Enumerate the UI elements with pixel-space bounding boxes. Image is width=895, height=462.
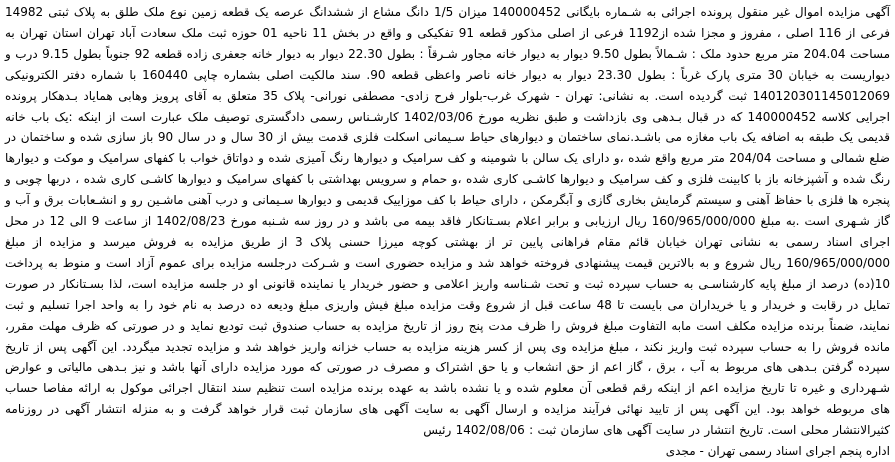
notice-signature: اداره پنجم اجرای اسناد رسمی تهران - مجدی [665,444,890,459]
notice-body-text: آگهی مزایده اموال غیر منقول پرونده اجرائی به شـماره بایگانی 140000452 میزان 1/5 دانگ مشاع از ششدانگ عرصه یک قطعه زمین نوع ملک طلق به پلاک ثبتی 14982 فرعی از 116 اصلی ، مفروز و مجزا شده از1192 فرعی از اصلی مذکور قطعه 91 تفکیکی و واقع در بخش 11 ناحیه 01 حوزه ثبت ملک سعادت آباد تهران استان تهران به مساحت 204.04 متر مربع حدود ملک : شـمالاً بطول 9.50 دیوار به دیوار خانه مجاور شـرقاً : بطول 22.30 دیوار به دیوار خانه جعفری زاده قطعه 92 جنوباً بطول 9.15 درب و دیواریست به خیابان 30 متری پارک غرباً : بطول 23.30 دیوار به دیوار خانه ناصر واعظی قطعه 90. سند مالکیت اصلی بشماره چاپی 160440 با شماره دفتر الکترونیکی 140120301145012069 ثبت گردیده است. به نشانی: تهران - شهرک غرب-بلوار فرح زادی- مصطفی نورانی- پلاک 35 متعلق به آقای پرویز وهابی همایاد بـدهکار پرونده اجرایی کلاسه 140000452 که در قبال بـدهی وی بازداشت و طبق نظریه مورخ 1402/03/06 کارشـناس رسمی دادگستری توصیف ملک عبارت است از اینکه :یک باب خانه قدیمی یک طبقه به اضافه یک باب مغازه می باشـد.نمای ساختمان و دیوارهای حیاط سـیمانی اسکلت فلزی قدمت بیش از 30 سال و در سال 90 باز سازی شده و ساختمان در ضلع شمالی و مساحت 204/04 متر مربع واقع شده ،و دارای یک سالن با شومینه و کف سرامیک و دیوارها رنگ آمیزی شده و دواتاق خواب با کفهای سرامیک و موکت و دیوارها رنگ شده و آشپزخانه باز با کابینت فلزی و کف سرامیک و دیوارها کاشـی کاری شده ،و حمام و سرویس بهداشتی با کفهای سرامیک و دیوارها کاشـی کاری شده ، دربها چوبی و پنجره ها فلزی با حفاظ آهنی و سیستم گرمایش بخاری گازی و آبگرمکن ، دارای حیاط با کف موزاییک قدیمی و دیوارها سـیمانی و درب آهنی ماشـین رو و انشـعابات برق و آب و گاز شـهری است .به مبلغ 160/965/000/000 ریال ارزیابی و برابر اعلام بسـتانکار فاقد بیمه می باشد و در روز سه شـنبه مورخ 1402/08/23 از ساعت 9 الی 12 در محل اجرای اسناد رسمی به نشانی تهران خیابان قائم مقام فراهانی پایین تر از بهشتی کوچه میرزا حسنی پلاک 3 از طریق مزایده به فروش میرسد و مزایده از مبلغ 160/965/000/000 ریال شروع و به بالاترین قیمت پیشنهادی فروخته خواهد شد و مزایده حضوری است و شـرکت درجلسه مزایده برای عموم آزاد است و منوط به پرداخت 10(ده) درصد از مبلغ پایه کارشناسـی به حساب سپرده ثبت و تحت شـناسه واریز اعلامی و حضور خریدار یا نماینده قانونی او در جلسه مزایده است، لذا بسـتانکار در صورت تمایل در رقابت و خریدار و یا خریداران می بایست تا 48 ساعت قبل از شروع وقت مزایده مبلغ فیش واریزی مبلغ ودیعه ده درصد به نام خود را به واحد اجرا تسلیم و ثبت نمایند، ضمناً برنده مزایده مکلف است مابه التفاوت مبلغ فروش را ظرف مدت پنج روز از تاریخ مزایده به حساب صندوق ثبت تودیع نماید و در صورتی که ظرف مهلت مقرر، مانده فروش را به حساب سپرده ثبت واریز نکند ، مبلغ مزایده وی پس از کسر هزینه مزایده به حساب خزانه واریز خواهد شد و مزایده تجدید میگردد. این آگهی پس از تاریخ سپرده گرفتن بـدهی های مربوط به آب ، برق ، گاز اعم از حق انشعاب و یا حق اشتراک و مصرف در صورتی که مورد مزایده دارای آنها باشد و نیز بـدهی مالیاتی و عوارض شـهرداری و غیره تا تاریخ مزایده اعم از اینکه رقم قطعی آن معلوم شده و یا نشده باشد به عهده برنده مزایده است تنظیم سند انتقال اجرائی موکول به ارائه مفاصا حساب های مربوطه خواهد بود. این آگهی پس از تایید نهائی فرآیند مزایده و ارسال آگهی به سایت آگهی های سازمان ثبت قرار خواهد گرفت و به منزله انتشار آگهی در روزنامه کثیرالانتشار محلی است. تاریخ انتشار در سایت آگهی های سازمان ثبت : 1402/08/06 رئیس [5,5,891,438]
